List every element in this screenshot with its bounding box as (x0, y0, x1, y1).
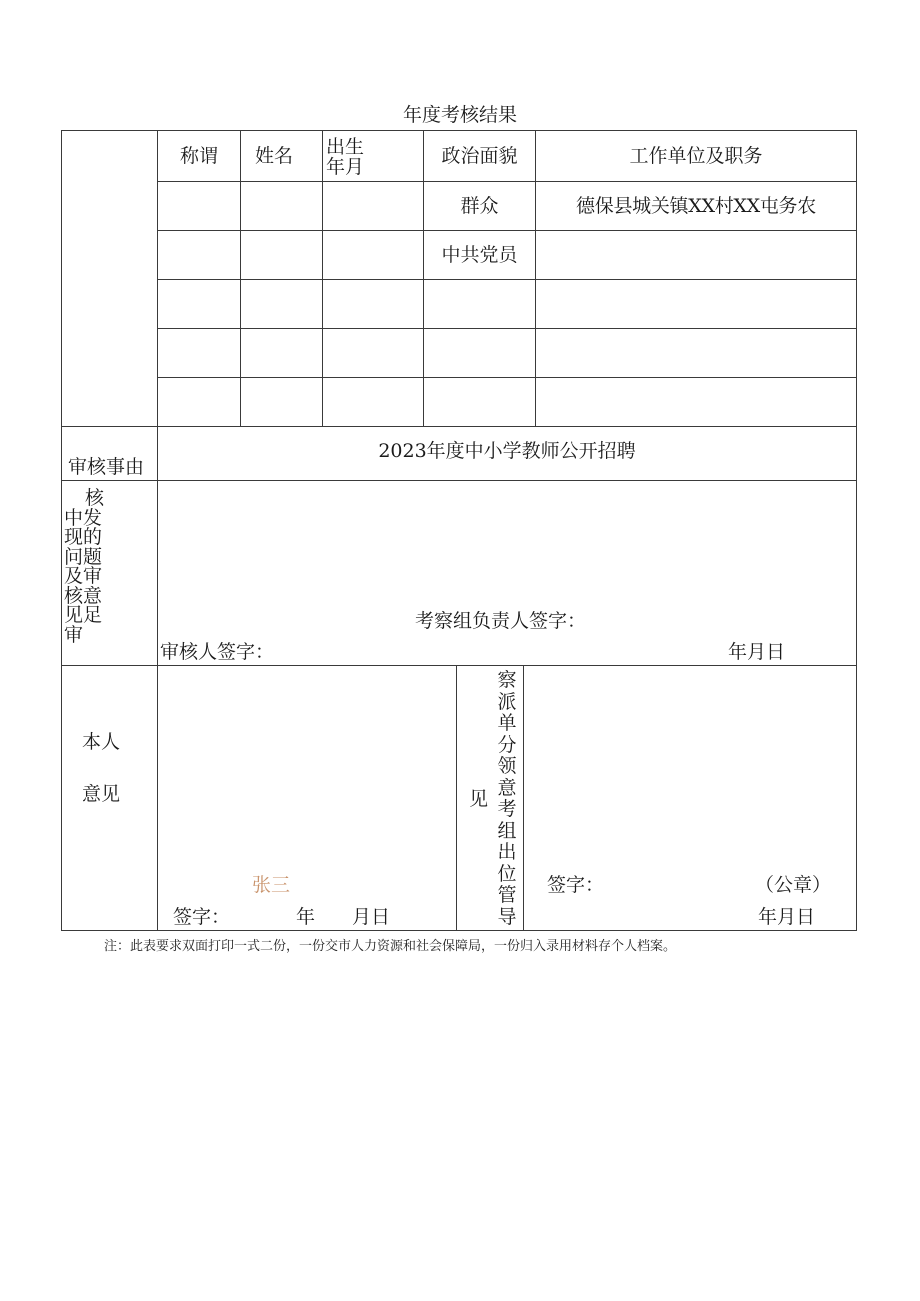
review-reason-label: 审核事由 (68, 456, 145, 478)
column-header-birth-line1: 出生 (326, 136, 365, 158)
row1-work: 德保县城关镇XX村XX屯务农 (576, 195, 816, 217)
review-reason-value: 2023年度中小学教师公开招聘 (378, 440, 636, 462)
issues-label: 核中发现的问题及审核意见足审 (64, 487, 105, 646)
personal-opinion-label-line1: 本人 (82, 731, 121, 753)
personal-signature: 张三 (252, 874, 291, 896)
personal-year-label: 年 (296, 906, 316, 928)
footnote: 注：此表要求双面打印一式二份，一份交市人力资源和社会保障局，一份归入录用材料存个人档案。 (104, 939, 677, 954)
form-title: 年度考核结果 (402, 104, 517, 126)
reviewer-sign-label: 审核人签字： (160, 641, 275, 663)
unit-sign-label: 签字： (547, 874, 605, 896)
leader-sign-label: 考察组负责人签字： (415, 610, 587, 632)
column-header-political: 政治面貌 (441, 145, 518, 167)
row1-political: 群众 (460, 195, 499, 217)
unit-opinion-label-side: 见 (469, 788, 489, 810)
unit-opinion-label: 察派单分领意考组出位管导 (497, 669, 517, 928)
column-header-title: 称谓 (179, 145, 218, 167)
row2-political: 中共党员 (441, 244, 518, 266)
column-header-name: 姓名 (254, 145, 293, 167)
unit-seal-label: （公章） (755, 874, 832, 896)
personal-month-day-label: 月日 (352, 906, 391, 928)
column-header-birth-line2: 年月 (326, 156, 365, 178)
unit-date-label: 年月日 (758, 906, 816, 928)
column-header-work: 工作单位及职务 (629, 145, 763, 167)
personal-sign-label: 签字： (173, 906, 231, 928)
review-date-label: 年月日 (728, 641, 786, 663)
personal-opinion-label-line2: 意见 (82, 783, 121, 805)
